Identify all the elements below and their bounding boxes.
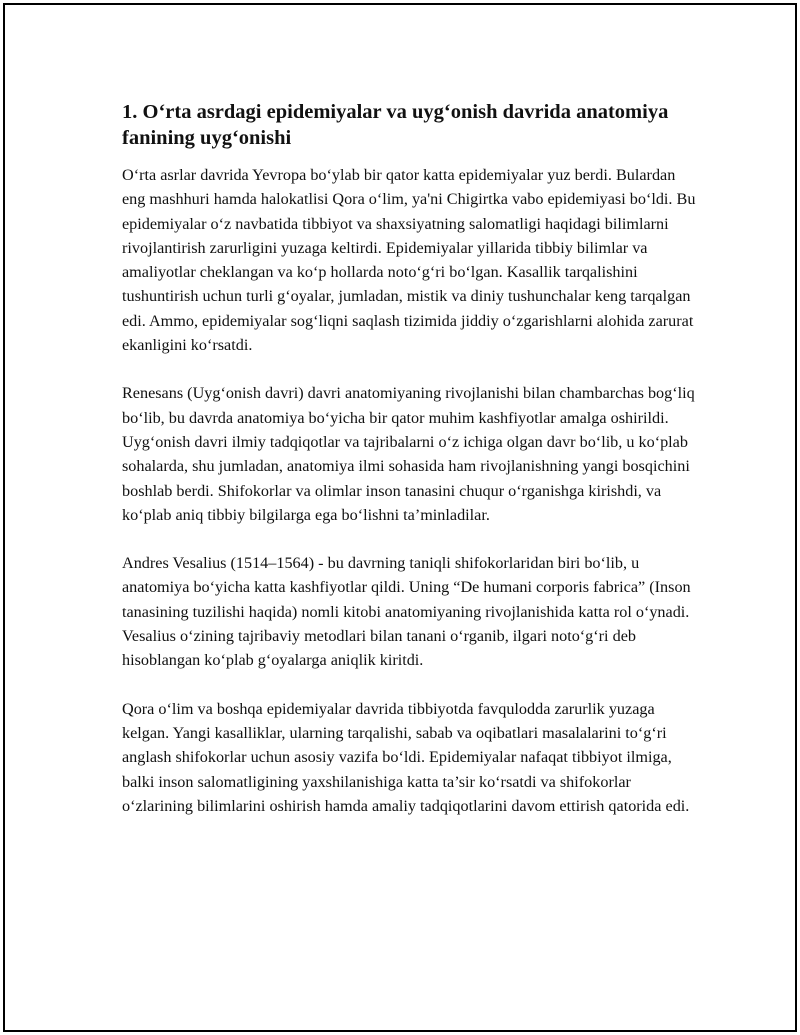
page-frame bbox=[3, 3, 797, 1032]
paragraph-4: Qora o‘lim va boshqa epidemiyalar davrida tibbiyotda favqulodda zarurlik yuzaga kelgan. Yangi kasalliklar, ularning tarqalishi, sabab va oqibatlari masalalarini to‘g‘ri anglash shifokorlar uchun asosiy vazifa bo‘ldi. Epidemiyalar nafaqat tibbiyot ilmiga, balki inson salomatligining yaxshilanishiga katta ta’sir ko‘rsatdi va shifokorlar o‘zlarining bilimlarini oshirish hamda amaliy tadqiqotlarini davom ettirish qatorida edi. bbox=[122, 699, 690, 815]
paragraph-3: Andres Vesalius (1514–1564) - bu davrning taniqli shifokorlaridan biri bo‘lib, u anatomiya bo‘yicha katta kashfiyotlar qildi. Uning “De humani corporis fabrica” (Inson tanasining tuzilishi haqida) nomli kitobi anatomiyaning rivojlanishida katta rol o‘ynadi. Vesalius o‘zining tajribaviy metodlari bilan tanani o‘rganib, ilgari noto‘g‘ri deb hisoblangan ko‘plab g‘oyalarga aniqlik kiritdi. bbox=[122, 554, 691, 670]
document-body bbox=[122, 99, 702, 842]
paragraph-2: Renesans (Uyg‘onish davri) davri anatomiyaning rivojlanishi bilan chambarchas bog‘liq bo‘lib, bu davrda anatomiya bo‘yicha bir qator muhim kashfiyotlar amalga oshirildi. Uyg‘onish davri ilmiy tadqiqotlar va tajribalarni o‘z ichiga olgan davr bo‘lib, u ko‘plab sohalarda, shu jumladan, anatomiya ilmi sohasida ham rivojlanishning yangi bosqichini boshlab berdi. Shifokorlar va olimlar inson tanasini chuqur o‘rganishga kirishdi, va ko‘plab aniq tibbiy bilgilarga ega bo‘lishni ta’minladilar. bbox=[122, 384, 695, 524]
document-title: 1. O‘rta asrdagi epidemiyalar va uyg‘onish davrida anatomiya fanining uyg‘onishi bbox=[122, 101, 669, 149]
paragraph-1: O‘rta asrlar davrida Yevropa bo‘ylab bir qator katta epidemiyalar yuz berdi. Bulardan eng mashhuri hamda halokatlisi Qora o‘lim, ya'ni Chigirtka vabo epidemiyasi bo‘ldi. Bu epidemiyalar o‘z navbatida tibbiyot va shaxsiyatning salomatligi haqidagi bilimlarni rivojlantirish zarurligini yuzaga keltirdi. Epidemiyalar yillarida tibbiy bilimlar va amaliyotlar cheklangan va ko‘p hollarda noto‘g‘ri bo‘lgan. Kasallik tarqalishini tushuntirish uchun turli g‘oyalar, jumladan, mistik va diniy tushunchalar keng tarqalgan edi. Ammo, epidemiyalar sog‘liqni saqlash tizimida jiddiy o‘zgarishlarni alohida zarurat ekanligini ko‘rsatdi. bbox=[122, 166, 696, 355]
